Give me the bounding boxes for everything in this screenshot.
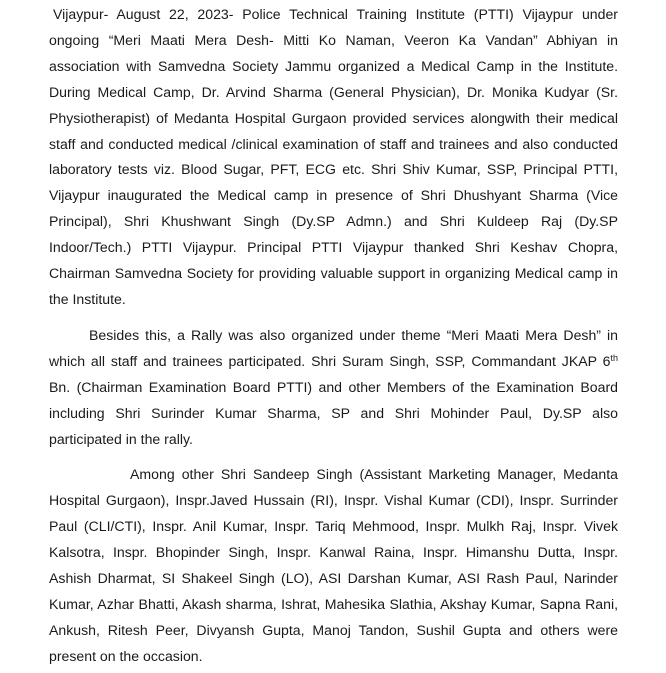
paragraph-attendees: Among other Shri Sandeep Singh (Assistant Marketing Manager, Medanta Hospital Gurgaon), Inspr.Javed Hussain (RI), Inspr. Vishal Kumar (CDI), Inspr. Surrinder Paul (CLI/CTI), Inspr. Anil Kumar, Inspr. Tariq Mehmood, Inspr. Mulkh Raj, Inspr. Vivek Kalsotra, Inspr. Bhopinder Singh, Inspr. Kanwal Raina, Inspr. Himanshu Dutta, Inspr. Ashish Dharmat, SI Shakeel Singh (LO), ASI Darshan Kumar, ASI Rash Paul, Narinder Kumar, Azhar Bhatti, Akash sharma, Ishrat, Mahesika Slathia, Akshay Kumar, Sapna Rani, Ankush, Ritesh Peer, Divyansh Gupta, Manoj Tandon, Sushil Gupta and others were present on the occasion. — [49, 466, 618, 664]
ordinal-superscript: th — [610, 352, 618, 363]
paragraph-rally-text-end: Bn. (Chairman Examination Board PTTI) and other Members of the Examination Board including Shri Surinder Kumar Sharma, SP and Shri Mohinder Paul, Dy.SP also participated in the rally. — [49, 378, 618, 447]
paragraph-rally — [49, 323, 618, 453]
paragraph-rally-text-start: Besides this, a Rally was also organized under theme “Meri Maati Mera Desh” in which all staff and trainees participated. Shri Suram Singh, SSP, Commandant JKAP 6 — [49, 326, 618, 369]
paragraph-medical-camp: Vijaypur- August 22, 2023- Police Technical Training Institute (PTTI) Vijaypur under ongoing “Meri Maati Mera Desh- Mitti Ko Naman, Veeron Ka Vandan” Abhiyan in association with Samvedna Society Jammu organized a Medical Camp in the Institute. During Medical Camp, Dr. Arvind Sharma (General Physician), Dr. Monika Kudyar (Sr. Physiotherapist) of Medanta Hospital Gurgaon provided services alongwith their medical staff and conducted medical /clinical examination of staff and trainees and also conducted laboratory tests viz. Blood Sugar, PFT, ECG etc. Shri Shiv Kumar, SSP, Principal PTTI, Vijaypur inaugurated the Medical camp in presence of Shri Dhushyant Sharma (Vice Principal), Shri Khushwant Singh (Dy.SP Admn.) and Shri Kuldeep Raj (Dy.SP Indoor/Tech.) PTTI Vijaypur. Principal PTTI Vijaypur thanked Shri Keshav Chopra, Chairman Samvedna Society for providing valuable support in organizing Medical camp in the Institute. — [49, 6, 618, 307]
